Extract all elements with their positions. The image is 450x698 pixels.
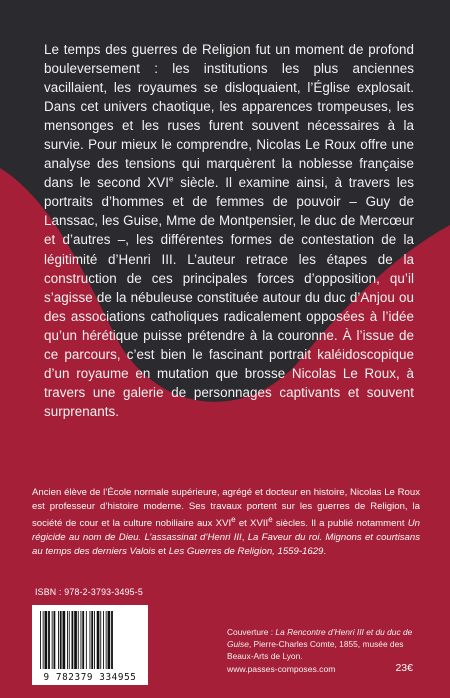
barcode-bar — [86, 611, 87, 669]
blurb-text-part2: siècle. Il examine ainsi, à travers les portraits d’hommes et de femmes de pouvoir – Guy de Lanssac, les Guise, Mme de Montpensier, le duc de Mercœur et d’autres –, les différentes formes de contestation de la légitimité d’Henri III. L’auteur retrace les étapes de la construction de ces principales forces d’opposition, qu’il s’agisse de la nébuleuse constituée autour du duc d’Anjou ou des associations catholiques radicalement opposées à l’idée qu’un hérétique puisse prétendre à la couronne. À l’issue de ce parcours, c’est bien le fascinant portrait kaléidoscopique d’un royaume en mutation que brosse Nicolas Le Roux, à travers une galerie de personnages captivants et souvent surprenants. — [44, 175, 414, 419]
barcode-bar — [40, 611, 41, 669]
back-cover-blurb — [44, 40, 414, 421]
bio-book-regicide: Un régicide au nom de Dieu. L’assassinat d’Henri III — [32, 518, 420, 543]
barcode-bar — [67, 611, 68, 669]
credit-painting-title: La Rencontre d’Henri III et du duc de Guise — [227, 627, 413, 649]
barcode-bar — [72, 611, 74, 669]
bio-comma: , — [241, 531, 248, 543]
barcode-bar — [91, 611, 93, 669]
blurb-text-part1: Le temps des guerres de Religion fut un moment de profond bouleversement : les institutions les plus anciennes vacillaient, les royaumes se disloquaient, l’Église explosait. Dans cet univers chaotique, les apparences trompeuses, les mensonges et les ruses furent souvent nécessaires à la survie. Pour mieux le comprendre, Nicolas Le Roux offre une analyse des tensions qui marquèrent la noblesse française dans le second XVI — [44, 42, 414, 191]
barcode-digits: 9 782379 334955 — [43, 672, 137, 683]
barcode-bar — [52, 611, 53, 669]
barcode-bar — [43, 611, 44, 669]
barcode-bar — [74, 611, 77, 669]
isbn-label: ISBN : 978-2-3793-3495-5 — [35, 587, 143, 597]
barcode-bar — [108, 611, 111, 669]
bio-end: . — [323, 545, 327, 557]
barcode-bar — [45, 611, 48, 669]
price: 23€ — [395, 662, 413, 674]
barcode-bar — [100, 611, 101, 669]
bio-century-17: XVII — [250, 518, 269, 530]
credit-details: , Pierre-Charles Comte, 1855, musée des Beaux-Arts de Lyon. — [227, 639, 404, 661]
barcode-bar — [60, 611, 62, 669]
bio-century-16: XVI — [215, 518, 232, 530]
bio-book-faveur: La Faveur du roi. Mignons et courtisans au temps des derniers Valois — [32, 531, 420, 557]
barcode-bar — [48, 611, 50, 669]
author-bio — [32, 486, 420, 558]
barcode-bar — [106, 611, 107, 669]
bio-and: et — [235, 518, 251, 530]
barcode-bar — [63, 611, 66, 669]
bio-book-guerres: Les Guerres de Religion, 1559-1629 — [168, 545, 324, 557]
barcode-bar — [111, 611, 113, 669]
barcode-bar — [54, 611, 56, 669]
barcode-bar — [69, 611, 70, 669]
bio-century-16-sup: e — [231, 515, 236, 525]
blurb-century-sup: e — [169, 174, 174, 184]
barcode-bar — [81, 611, 82, 669]
barcode-bar — [94, 611, 95, 669]
barcode-bar — [78, 611, 79, 669]
cover-credit — [227, 626, 427, 662]
publisher-website: www.passes-composes.com — [227, 664, 336, 674]
barcode-bar — [82, 611, 84, 669]
barcode-bar — [103, 611, 104, 669]
barcode-bar — [90, 611, 91, 669]
barcode-bar — [97, 611, 100, 669]
barcode — [32, 605, 148, 685]
bio-century-17-sup: e — [268, 515, 273, 525]
barcode-bars — [32, 605, 148, 673]
bio-published: siècles. Il a publié notamment — [272, 518, 408, 530]
bio-and-2: et — [155, 545, 169, 557]
barcode-bar — [58, 611, 59, 669]
bio-intro: Ancien élève de l’École normale supérieure, agrégé et docteur en histoire, Nicolas Le Roux est professeur d’histoire moderne. Ses travaux portent sur les guerres de Religion, la société de cour et la culture nobiliaire aux — [32, 487, 420, 530]
credit-label: Couverture : — [227, 627, 276, 637]
